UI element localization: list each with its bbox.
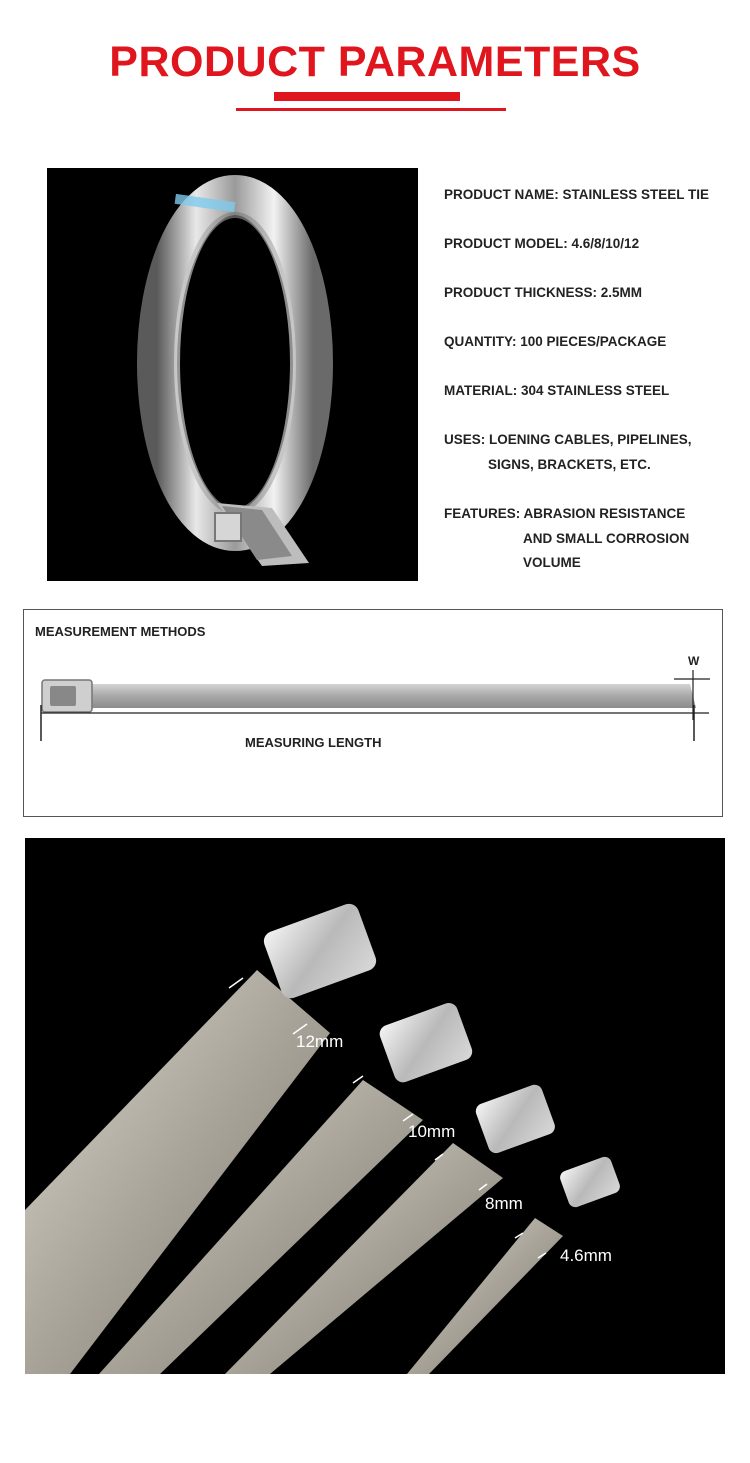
tie-head-4-6mm [558,1155,622,1209]
param-product-model: PRODUCT MODEL: 4.6/8/10/12 [444,236,640,251]
param-thickness: PRODUCT THICKNESS: 2.5MM [444,285,643,300]
param-quantity: QUANTITY: 100 PIECES/PACKAGE [444,334,667,349]
product-photo-ring [47,168,418,581]
tie-head-12mm [261,901,379,1001]
length-label: MEASURING LENGTH [245,735,382,750]
title-underline-thin [236,108,506,111]
param-uses: USES: LOENING CABLES, PIPELINES, SIGNS, BRACKETS, ETC. [444,432,692,472]
title-underline-thick [274,92,460,101]
product-photo-sizes [25,838,725,1374]
size-label-12mm: 12mm [296,1032,344,1051]
measurement-panel [23,609,723,817]
measurement-title: MEASUREMENT METHODS [35,624,206,639]
measurement-diagram [24,610,724,818]
size-label-8mm: 8mm [485,1194,523,1213]
ring-illustration [47,168,418,581]
tie-strap [84,684,696,708]
tie-head-10mm [377,1000,475,1084]
ties-illustration [25,838,725,1374]
param-material: MATERIAL: 304 STAINLESS STEEL [444,383,670,398]
size-label-4-6mm: 4.6mm [560,1246,612,1265]
width-label: W [688,654,700,668]
size-label-10mm: 10mm [408,1122,456,1141]
page-title: PRODUCT PARAMETERS [109,38,641,86]
param-product-name: PRODUCT NAME: STAINLESS STEEL TIE [444,187,710,202]
tie-head-8mm [474,1083,558,1156]
param-features: FEATURES: ABRASION RESISTANCE AND SMALL CORROSION VOLUME [444,506,690,570]
tie-4-6mm [407,1218,563,1374]
